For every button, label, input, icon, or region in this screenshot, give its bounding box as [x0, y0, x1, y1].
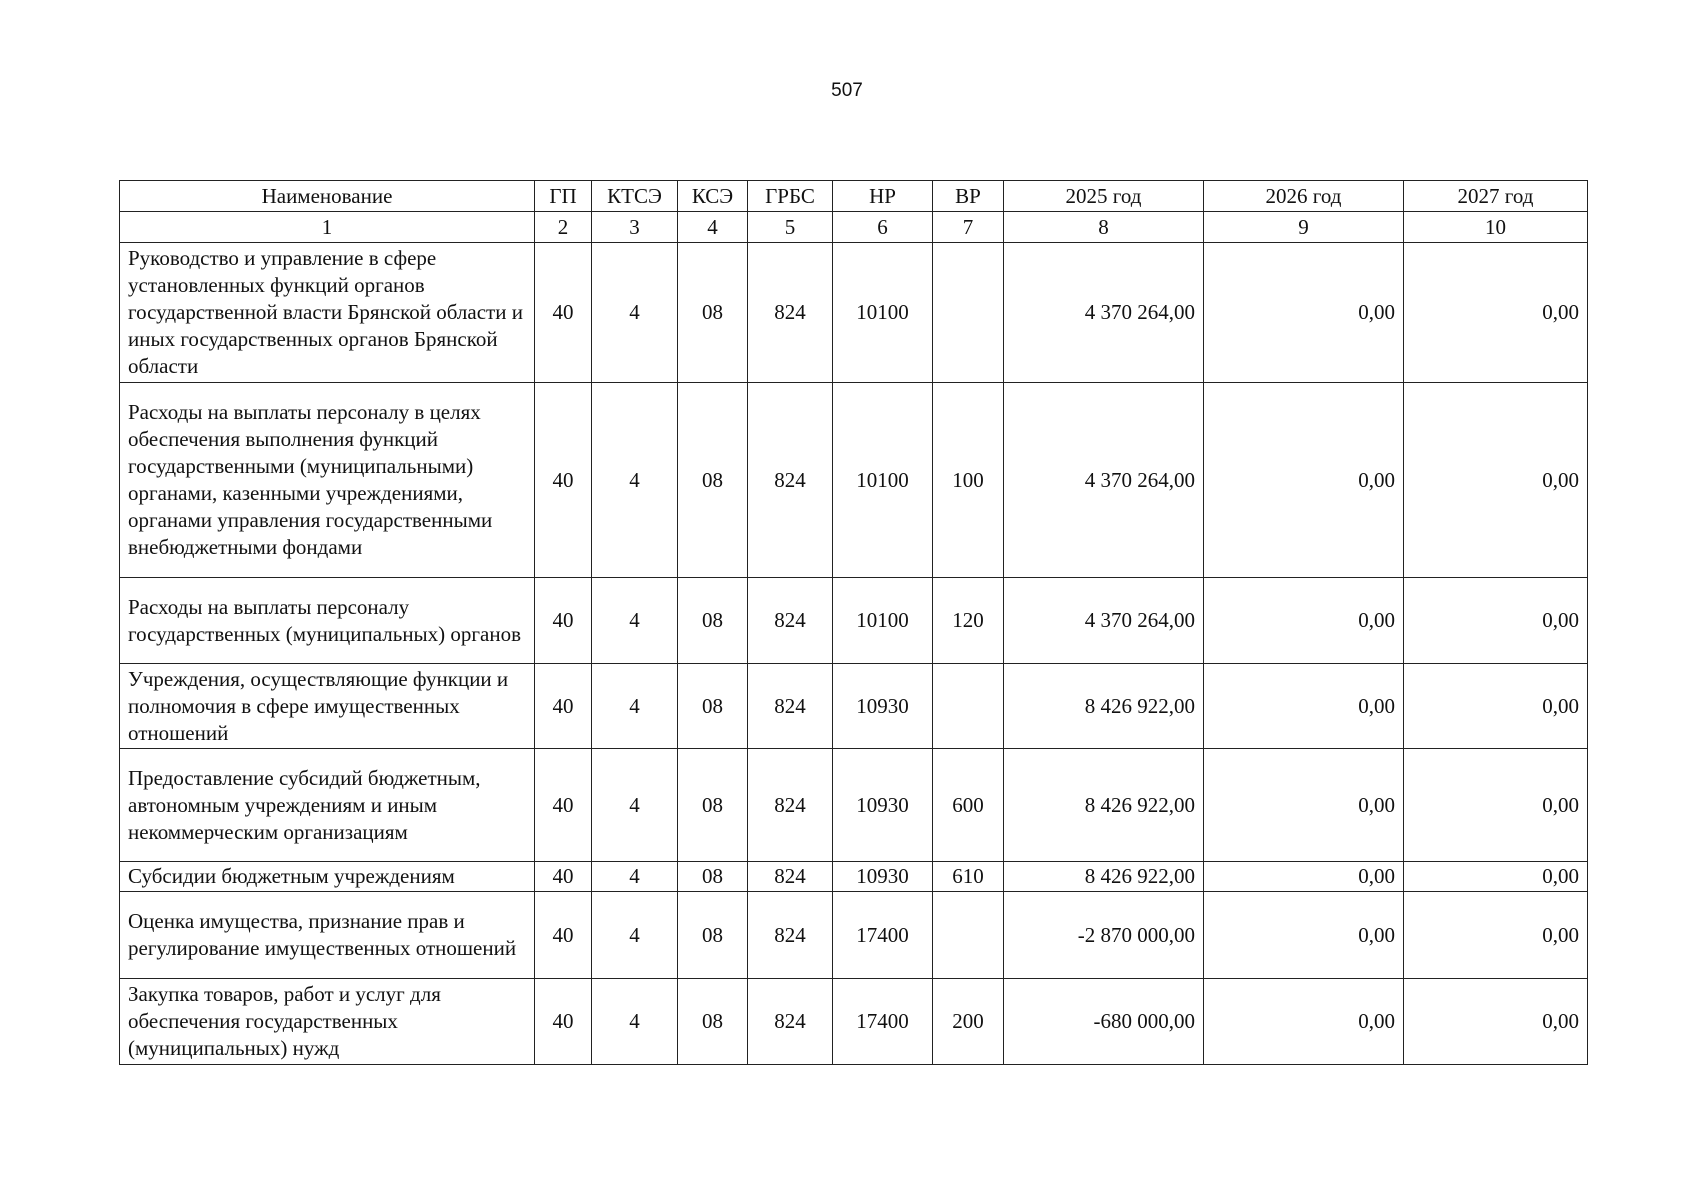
row-ktse: 4	[592, 664, 678, 749]
row-vr: 600	[933, 749, 1004, 862]
table-row	[120, 383, 1588, 578]
header-row	[120, 181, 1588, 212]
row-name: Оценка имущества, признание прав и регулирование имущественных отношений	[120, 892, 535, 979]
table-row	[120, 862, 1588, 892]
row-2027: 0,00	[1404, 979, 1588, 1065]
row-grbs: 824	[748, 979, 833, 1065]
row-2027: 0,00	[1404, 892, 1588, 979]
row-grbs: 824	[748, 243, 833, 383]
row-name: Закупка товаров, работ и услуг для обеспечения государственных (муниципальных) нужд	[120, 979, 535, 1065]
row-kse: 08	[678, 664, 748, 749]
page-number: 507	[831, 80, 863, 101]
row-2025: 8 426 922,00	[1004, 664, 1204, 749]
row-nr: 10930	[833, 749, 933, 862]
header-2025: 2025 год	[1004, 181, 1204, 212]
row-grbs: 824	[748, 862, 833, 892]
table-row	[120, 578, 1588, 664]
row-2026: 0,00	[1204, 664, 1404, 749]
row-2027: 0,00	[1404, 664, 1588, 749]
row-2026: 0,00	[1204, 979, 1404, 1065]
row-grbs: 824	[748, 383, 833, 578]
row-kse: 08	[678, 383, 748, 578]
row-kse: 08	[678, 243, 748, 383]
column-number: 1	[120, 212, 535, 243]
header-vr: ВР	[933, 181, 1004, 212]
row-gp: 40	[535, 664, 592, 749]
row-ktse: 4	[592, 862, 678, 892]
row-vr: 120	[933, 578, 1004, 664]
row-ktse: 4	[592, 243, 678, 383]
column-number: 10	[1404, 212, 1588, 243]
row-gp: 40	[535, 383, 592, 578]
column-number: 7	[933, 212, 1004, 243]
row-2025: -2 870 000,00	[1004, 892, 1204, 979]
row-nr: 10100	[833, 383, 933, 578]
row-gp: 40	[535, 892, 592, 979]
row-2026: 0,00	[1204, 383, 1404, 578]
table-body	[120, 243, 1588, 1065]
row-ktse: 4	[592, 578, 678, 664]
row-gp: 40	[535, 862, 592, 892]
row-nr: 10930	[833, 862, 933, 892]
row-2026: 0,00	[1204, 749, 1404, 862]
header-gp: ГП	[535, 181, 592, 212]
row-gp: 40	[535, 578, 592, 664]
row-vr: 100	[933, 383, 1004, 578]
budget-table	[119, 180, 1588, 1065]
row-2027: 0,00	[1404, 749, 1588, 862]
row-grbs: 824	[748, 664, 833, 749]
row-name: Расходы на выплаты персоналу государственных (муниципальных) органов	[120, 578, 535, 664]
column-number: 9	[1204, 212, 1404, 243]
header-nr: НР	[833, 181, 933, 212]
column-number: 4	[678, 212, 748, 243]
row-grbs: 824	[748, 892, 833, 979]
row-ktse: 4	[592, 383, 678, 578]
row-2025: 4 370 264,00	[1004, 243, 1204, 383]
table-row	[120, 892, 1588, 979]
row-ktse: 4	[592, 749, 678, 862]
row-kse: 08	[678, 749, 748, 862]
table-row	[120, 664, 1588, 749]
row-2027: 0,00	[1404, 243, 1588, 383]
column-number: 3	[592, 212, 678, 243]
row-nr: 17400	[833, 892, 933, 979]
row-2026: 0,00	[1204, 862, 1404, 892]
row-2026: 0,00	[1204, 578, 1404, 664]
column-number: 2	[535, 212, 592, 243]
row-2027: 0,00	[1404, 578, 1588, 664]
row-gp: 40	[535, 979, 592, 1065]
column-number: 5	[748, 212, 833, 243]
row-nr: 10930	[833, 664, 933, 749]
row-kse: 08	[678, 862, 748, 892]
row-2026: 0,00	[1204, 892, 1404, 979]
column-number-row	[120, 212, 1588, 243]
row-vr	[933, 892, 1004, 979]
row-name: Предоставление субсидий бюджетным, автономным учреждениям и иным некоммерческим организациям	[120, 749, 535, 862]
row-vr	[933, 243, 1004, 383]
row-gp: 40	[535, 243, 592, 383]
header-2026: 2026 год	[1204, 181, 1404, 212]
row-ktse: 4	[592, 892, 678, 979]
column-number: 6	[833, 212, 933, 243]
row-kse: 08	[678, 578, 748, 664]
row-kse: 08	[678, 979, 748, 1065]
row-vr	[933, 664, 1004, 749]
row-gp: 40	[535, 749, 592, 862]
row-2025: 4 370 264,00	[1004, 578, 1204, 664]
header-grbs: ГРБС	[748, 181, 833, 212]
table-row	[120, 979, 1588, 1065]
column-number: 8	[1004, 212, 1204, 243]
row-kse: 08	[678, 892, 748, 979]
header-2027: 2027 год	[1404, 181, 1588, 212]
row-name: Субсидии бюджетным учреждениям	[120, 862, 535, 892]
row-nr: 17400	[833, 979, 933, 1065]
header-kse: КСЭ	[678, 181, 748, 212]
row-name: Расходы на выплаты персоналу в целях обеспечения выполнения функций государственными (муниципальными) органами, казенными учреждениями, органами управления государственными внебюджетными фондами	[120, 383, 535, 578]
row-nr: 10100	[833, 243, 933, 383]
row-grbs: 824	[748, 578, 833, 664]
row-2025: 8 426 922,00	[1004, 862, 1204, 892]
row-grbs: 824	[748, 749, 833, 862]
table-header	[120, 181, 1588, 243]
row-2026: 0,00	[1204, 243, 1404, 383]
row-2025: -680 000,00	[1004, 979, 1204, 1065]
header-name: Наименование	[120, 181, 535, 212]
row-name: Учреждения, осуществляющие функции и полномочия в сфере имущественных отношений	[120, 664, 535, 749]
row-nr: 10100	[833, 578, 933, 664]
table-row	[120, 749, 1588, 862]
row-2027: 0,00	[1404, 862, 1588, 892]
header-ktse: КТСЭ	[592, 181, 678, 212]
row-2027: 0,00	[1404, 383, 1588, 578]
table-row	[120, 243, 1588, 383]
row-ktse: 4	[592, 979, 678, 1065]
row-vr: 200	[933, 979, 1004, 1065]
row-2025: 4 370 264,00	[1004, 383, 1204, 578]
row-2025: 8 426 922,00	[1004, 749, 1204, 862]
row-name: Руководство и управление в сфере установленных функций органов государственной власти Брянской области и иных государственных органов Брянской области	[120, 243, 535, 383]
row-vr: 610	[933, 862, 1004, 892]
